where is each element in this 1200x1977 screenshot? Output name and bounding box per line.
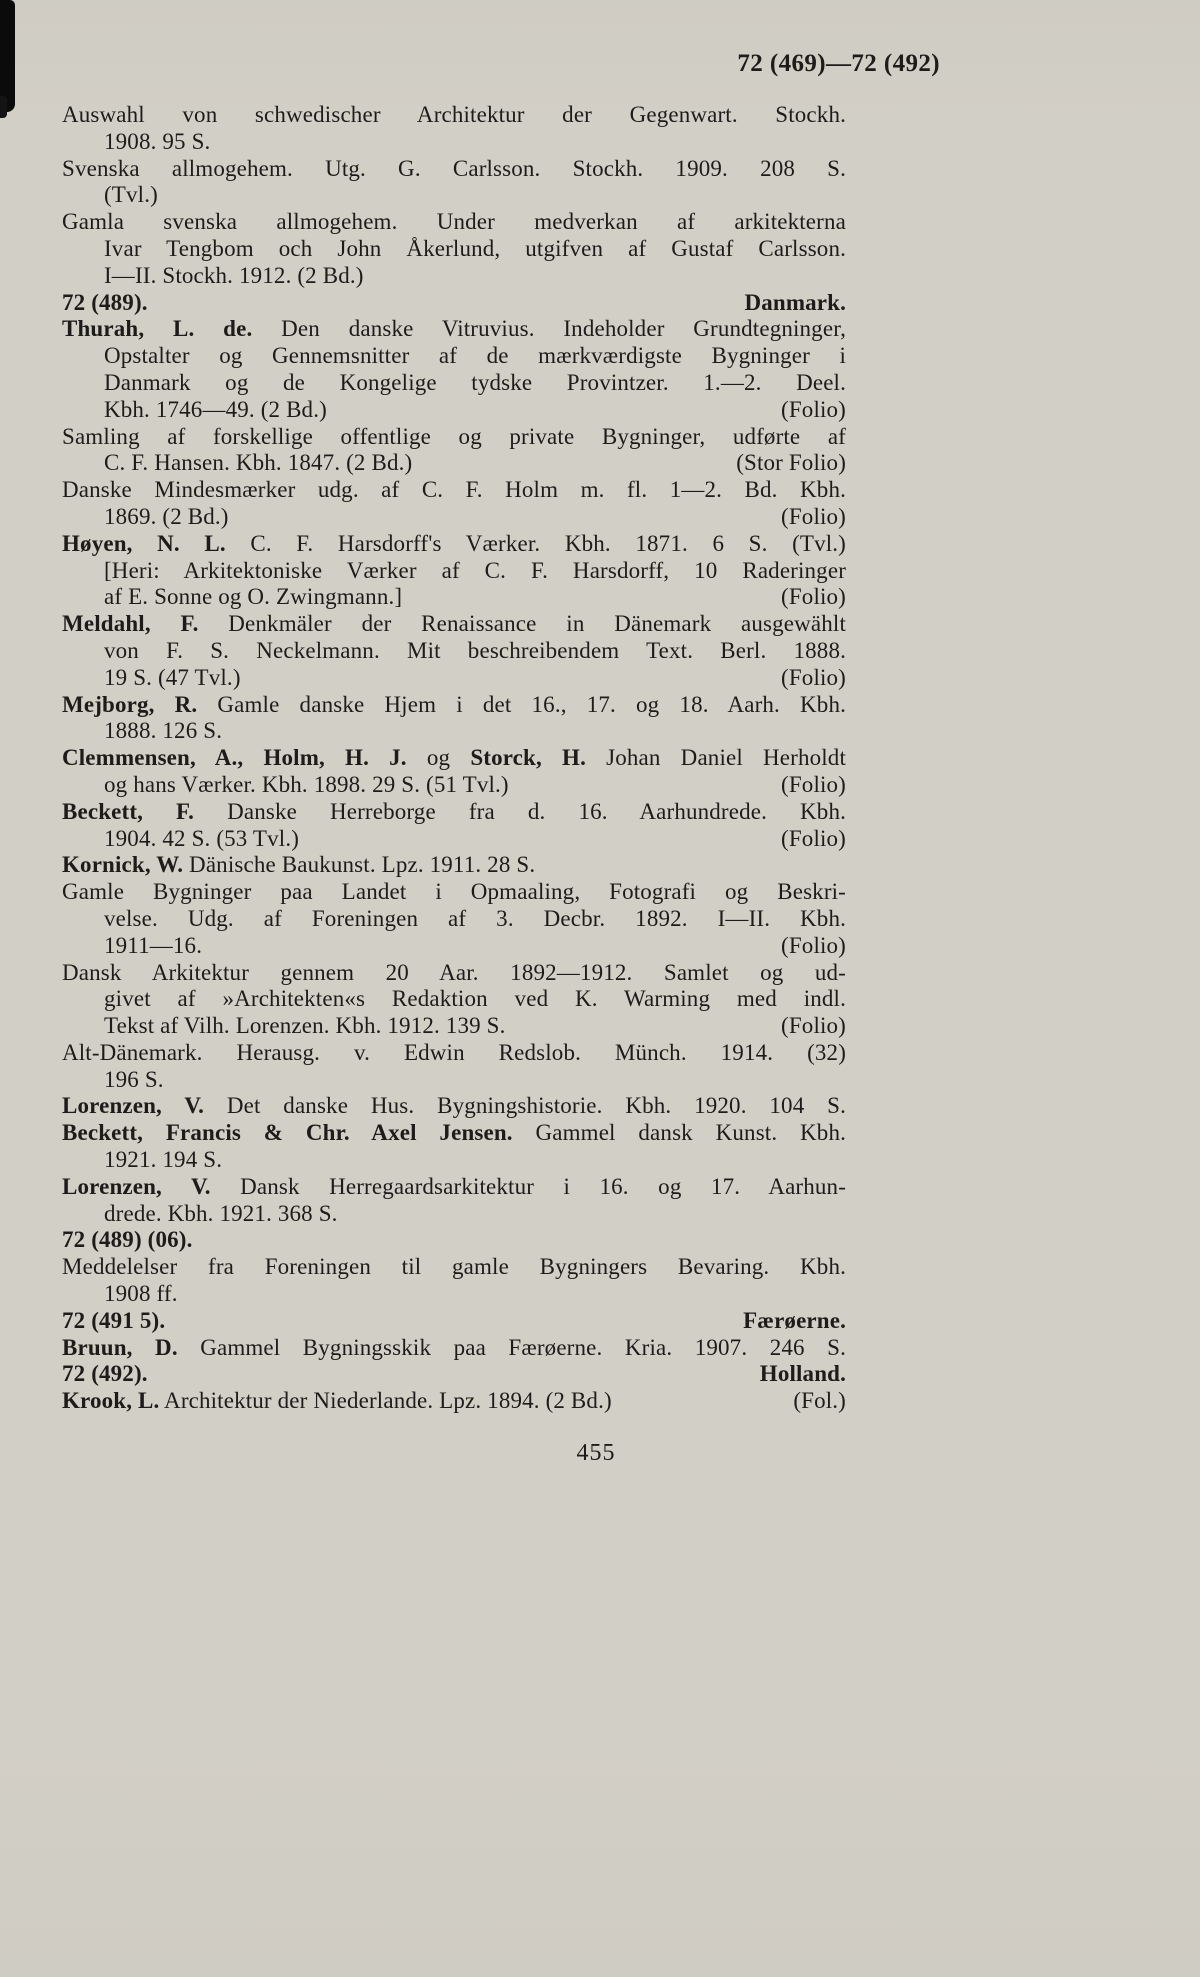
entry-line [62, 504, 846, 531]
bibliography-entry [62, 209, 846, 289]
entry-line [62, 236, 846, 263]
entry-right-note: (Folio) [781, 932, 846, 958]
entry-text: Kbh. 1746—49. (2 Bd.) [104, 396, 327, 422]
scan-artifact-mark-small [0, 96, 7, 118]
entry-text: Kornick, W. Dänische Baukunst. Lpz. 1911. 28 S. [62, 852, 536, 878]
entry-text: Auswahl von schwedischer Architektur der Gegenwart. Stockh. [62, 102, 846, 127]
entry-text: (Tvl.) [104, 182, 158, 208]
entry-text: I—II. Stockh. 1912. (2 Bd.) [104, 262, 364, 288]
entry-text: af E. Sonne og O. Zwingmann.] [104, 584, 403, 610]
entry-right-note: (Stor Folio) [736, 450, 846, 476]
entry-right-note: (Folio) [781, 503, 846, 529]
entry-line [62, 182, 846, 209]
entry-text: Beckett, F. Danske Herreborge fra d. 16. Aarhundrede. Kbh. [62, 798, 847, 824]
entry-line [62, 1120, 846, 1147]
bibliography-entry [62, 316, 846, 423]
entry-line [62, 960, 846, 987]
entry-text: 1908 ff. [104, 1281, 178, 1307]
entry-text: 72 (492). [62, 1361, 148, 1387]
entry-line [62, 1308, 846, 1335]
entry-right-note: (Folio) [781, 1013, 846, 1039]
entry-line [62, 370, 846, 397]
entry-line [62, 209, 846, 236]
entry-text: Alt-Dänemark. Herausg. v. Edwin Redslob. Münch. 1914. (32) [62, 1039, 846, 1065]
entry-right-note: Færøerne. [743, 1307, 846, 1333]
entry-text: 1904. 42 S. (53 Tvl.) [104, 825, 300, 851]
entry-text: Danmark og de Kongelige tydske Provintzer. 1.—2. Deel. [104, 369, 846, 395]
entry-right-note: Danmark. [744, 289, 846, 315]
entry-line [62, 1227, 846, 1254]
entry-text: Opstalter og Gennemsnitter af de mærkværdigste Bygninger i [104, 343, 846, 369]
bibliography-entry [62, 692, 846, 746]
entry-right-note: (Folio) [781, 825, 846, 851]
entry-line [62, 745, 846, 772]
bibliography-entry [62, 1093, 846, 1120]
entry-line [62, 986, 846, 1013]
entry-text: og hans Værker. Kbh. 1898. 29 S. (51 Tvl.) [104, 771, 509, 797]
entry-line [62, 584, 846, 611]
entry-line [62, 1335, 846, 1362]
entry-line [62, 1093, 846, 1120]
bibliography-entry [62, 477, 846, 531]
entry-text: drede. Kbh. 1921. 368 S. [104, 1200, 338, 1226]
entry-text: von F. S. Neckelmann. Mit beschreibendem Text. Berl. 1888. [104, 637, 846, 663]
entry-text: Meldahl, F. Denkmäler der Renaissance in Dänemark ausgewählt [62, 611, 846, 637]
entry-line [62, 1174, 846, 1201]
entry-text: Lorenzen, V. Dansk Herregaardsarkitektur i 16. og 17. Aarhun- [62, 1173, 847, 1199]
entry-line [62, 1254, 846, 1281]
entry-line [62, 799, 846, 826]
entry-line [62, 1201, 846, 1228]
bibliography-entry [62, 102, 846, 156]
entry-text: 72 (489) (06). [62, 1227, 193, 1253]
bibliography-entries [62, 102, 846, 1415]
entry-right-note: Holland. [759, 1361, 846, 1387]
entry-line [62, 424, 846, 451]
entry-text: Ivar Tengbom och John Åkerlund, utgifven af Gustaf Carlsson. [104, 235, 846, 261]
entry-line [62, 1147, 846, 1174]
entry-line [62, 1067, 846, 1094]
entry-line [62, 1388, 846, 1415]
entry-line [62, 1281, 846, 1308]
entry-line [62, 558, 846, 585]
bibliography-entry [62, 879, 846, 959]
entry-line [62, 316, 846, 343]
entry-text: velse. Udg. af Foreningen af 3. Decbr. 1892. I—II. Kbh. [104, 905, 846, 931]
bibliography-entry [62, 1174, 846, 1228]
bibliography-entry [62, 1335, 846, 1362]
entry-line [62, 531, 846, 558]
entry-text: Gamle Bygninger paa Landet i Opmaaling, Fotografi og Beskri- [62, 879, 846, 905]
entry-line [62, 852, 846, 879]
entry-line [62, 263, 846, 290]
entry-line [62, 718, 846, 745]
bibliography-entry [62, 531, 846, 611]
entry-line [62, 772, 846, 799]
entry-text: Clemmensen, A., Holm, H. J. og Storck, H. Johan Daniel Herholdt [62, 745, 846, 771]
entry-line [62, 692, 846, 719]
entry-text: Dansk Arkitektur gennem 20 Aar. 1892—1912. Samlet og ud- [62, 959, 846, 985]
entry-line [62, 638, 846, 665]
entry-text: Lorenzen, V. Det danske Hus. Bygningshistorie. Kbh. 1920. 104 S. [62, 1093, 846, 1119]
bibliography-entry [62, 1227, 846, 1254]
entry-right-note: (Fol.) [793, 1388, 846, 1414]
entry-line [62, 906, 846, 933]
entry-text: 1911—16. [104, 932, 203, 958]
entry-text: 19 S. (47 Tvl.) [104, 664, 241, 690]
entry-text: Beckett, Francis & Chr. Axel Jensen. Gammel dansk Kunst. Kbh. [62, 1120, 847, 1146]
bibliography-entry [62, 1120, 846, 1174]
entry-line [62, 665, 846, 692]
entry-right-note: (Folio) [781, 584, 846, 610]
entry-line [62, 397, 846, 424]
entry-text: Tekst af Vilh. Lorenzen. Kbh. 1912. 139 S. [104, 1013, 506, 1039]
entry-text: Danske Mindesmærker udg. af C. F. Holm m. fl. 1—2. Bd. Kbh. [62, 477, 846, 503]
bibliography-entry [62, 290, 846, 317]
entry-text: 72 (489). [62, 289, 148, 315]
bibliography-entry [62, 611, 846, 691]
entry-line [62, 129, 846, 156]
bibliography-entry [62, 745, 846, 799]
entry-line [62, 1361, 846, 1388]
entry-line [62, 933, 846, 960]
entry-text: Svenska allmogehem. Utg. G. Carlsson. Stockh. 1909. 208 S. [62, 155, 846, 181]
entry-line [62, 343, 846, 370]
entry-text: C. F. Hansen. Kbh. 1847. (2 Bd.) [104, 450, 413, 476]
page-header-range: 72 (469)—72 (492) [737, 50, 940, 77]
entry-line [62, 450, 846, 477]
bibliography-entry [62, 960, 846, 1040]
entry-line [62, 826, 846, 853]
entry-line [62, 477, 846, 504]
bibliography-entry [62, 424, 846, 478]
entry-text: 72 (491 5). [62, 1307, 166, 1333]
entry-line [62, 156, 846, 183]
entry-text: 1908. 95 S. [104, 128, 211, 154]
entry-text: Meddelelser fra Foreningen til gamle Bygningers Bevaring. Kbh. [62, 1254, 846, 1280]
bibliography-entry [62, 156, 846, 210]
bibliography-entry [62, 1361, 846, 1388]
entry-text: Krook, L. Architektur der Niederlande. Lpz. 1894. (2 Bd.) [62, 1388, 612, 1414]
entry-text: 1921. 194 S. [104, 1147, 223, 1173]
bibliography-entry [62, 799, 846, 853]
bibliography-entry [62, 1254, 846, 1308]
entry-text: 1888. 126 S. [104, 718, 223, 744]
entry-text: givet af »Architekten«s Redaktion ved K. Warming med indl. [104, 986, 846, 1012]
entry-text: [Heri: Arkitektoniske Værker af C. F. Harsdorff, 10 Raderinger [104, 557, 846, 583]
bibliography-entry [62, 1308, 846, 1335]
entry-line [62, 1040, 846, 1067]
entry-line [62, 290, 846, 317]
entry-line [62, 611, 846, 638]
entry-text: Gamla svenska allmogehem. Under medverkan af arkitekterna [62, 209, 846, 235]
entry-line [62, 102, 846, 129]
bibliography-entry [62, 1040, 846, 1094]
entry-text: Mejborg, R. Gamle danske Hjem i det 16., 17. og 18. Aarh. Kbh. [62, 691, 846, 717]
entry-right-note: (Folio) [781, 664, 846, 690]
entry-text: Thurah, L. de. Den danske Vitruvius. Indeholder Grundtegninger, [62, 316, 846, 342]
entry-text: 1869. (2 Bd.) [104, 503, 229, 529]
entry-text: Høyen, N. L. C. F. Harsdorff's Værker. Kbh. 1871. 6 S. (Tvl.) [62, 530, 846, 556]
entry-text: 196 S. [104, 1066, 164, 1092]
entry-line [62, 1013, 846, 1040]
page-number: 455 [576, 1440, 616, 1466]
entry-right-note: (Folio) [781, 396, 846, 422]
entry-line [62, 879, 846, 906]
bibliography-entry [62, 852, 846, 879]
entry-right-note: (Folio) [781, 771, 846, 797]
bibliography-entry [62, 1388, 846, 1415]
entry-text: Bruun, D. Gammel Bygningsskik paa Færøerne. Kria. 1907. 246 S. [62, 1334, 846, 1360]
entry-text: Samling af forskellige offentlige og private Bygninger, udførte af [62, 423, 846, 449]
